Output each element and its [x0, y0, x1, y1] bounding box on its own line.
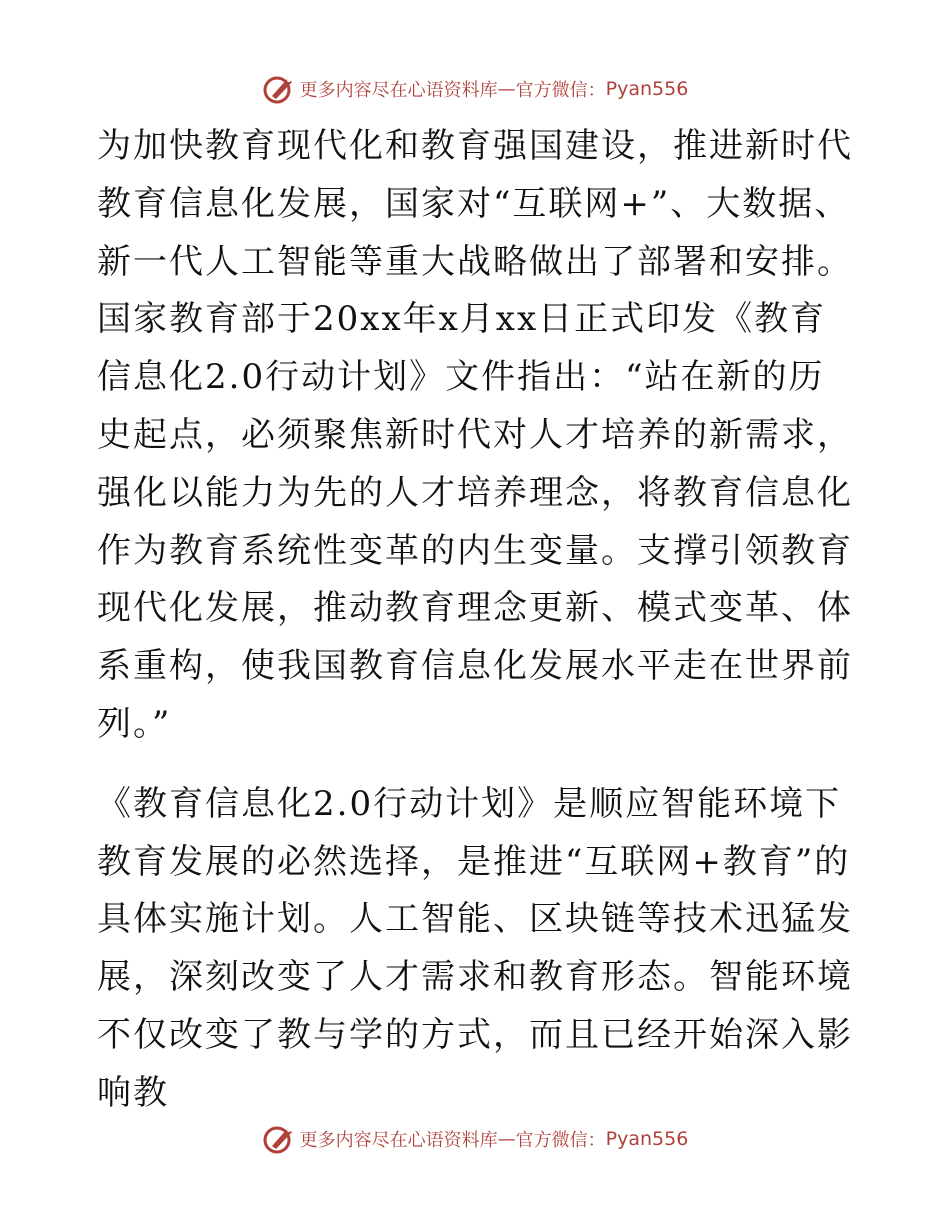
paragraph-2: 《教育信息化2.0行动计划》是顺应智能环境下教育发展的必然选择，是推进“互联网+教育”的具体实施计划。人工智能、区块链等技术迅猛发展，深刻改变了人才需求和教育形态。智能环境不仅改变了教与学的方式，而且已经开始深入影响教	[97, 783, 853, 1113]
banner-label: 更多内容尽在心语资料库	[299, 80, 498, 101]
document-body	[97, 118, 857, 1123]
banner-wechat-handle: Pyan556	[605, 1128, 689, 1150]
banner-dash: —	[497, 1128, 516, 1150]
banner-wechat-label: 官方微信：	[515, 80, 606, 101]
pen-nib-logo-icon	[262, 72, 296, 106]
banner-label: 更多内容尽在心语资料库	[299, 1130, 498, 1151]
footer-banner	[0, 1122, 950, 1156]
banner-dash: —	[497, 78, 516, 100]
header-banner	[0, 72, 950, 106]
pen-nib-logo-icon	[262, 1122, 296, 1156]
paragraph-1: 为加快教育现代化和教育强国建设，推进新时代教育信息化发展，国家对“互联网+”、大数据、新一代人工智能等重大战略做出了部署和安排。国家教育部于20xx年x月xx日正式印发《教育信息化2.0行动计划》文件指出：“站在新的历史起点，必须聚焦新时代对人才培养的新需求，强化以能力为先的人才培养理念，将教育信息化作为教育系统性变革的内生变量。支撑引领教育现代化发展，推动教育理念更新、模式变革、体系重构，使我国教育信息化发展水平走在世界前列。”	[97, 126, 853, 744]
banner-wechat-handle: Pyan556	[605, 78, 689, 100]
banner-wechat-label: 官方微信：	[515, 1130, 606, 1151]
